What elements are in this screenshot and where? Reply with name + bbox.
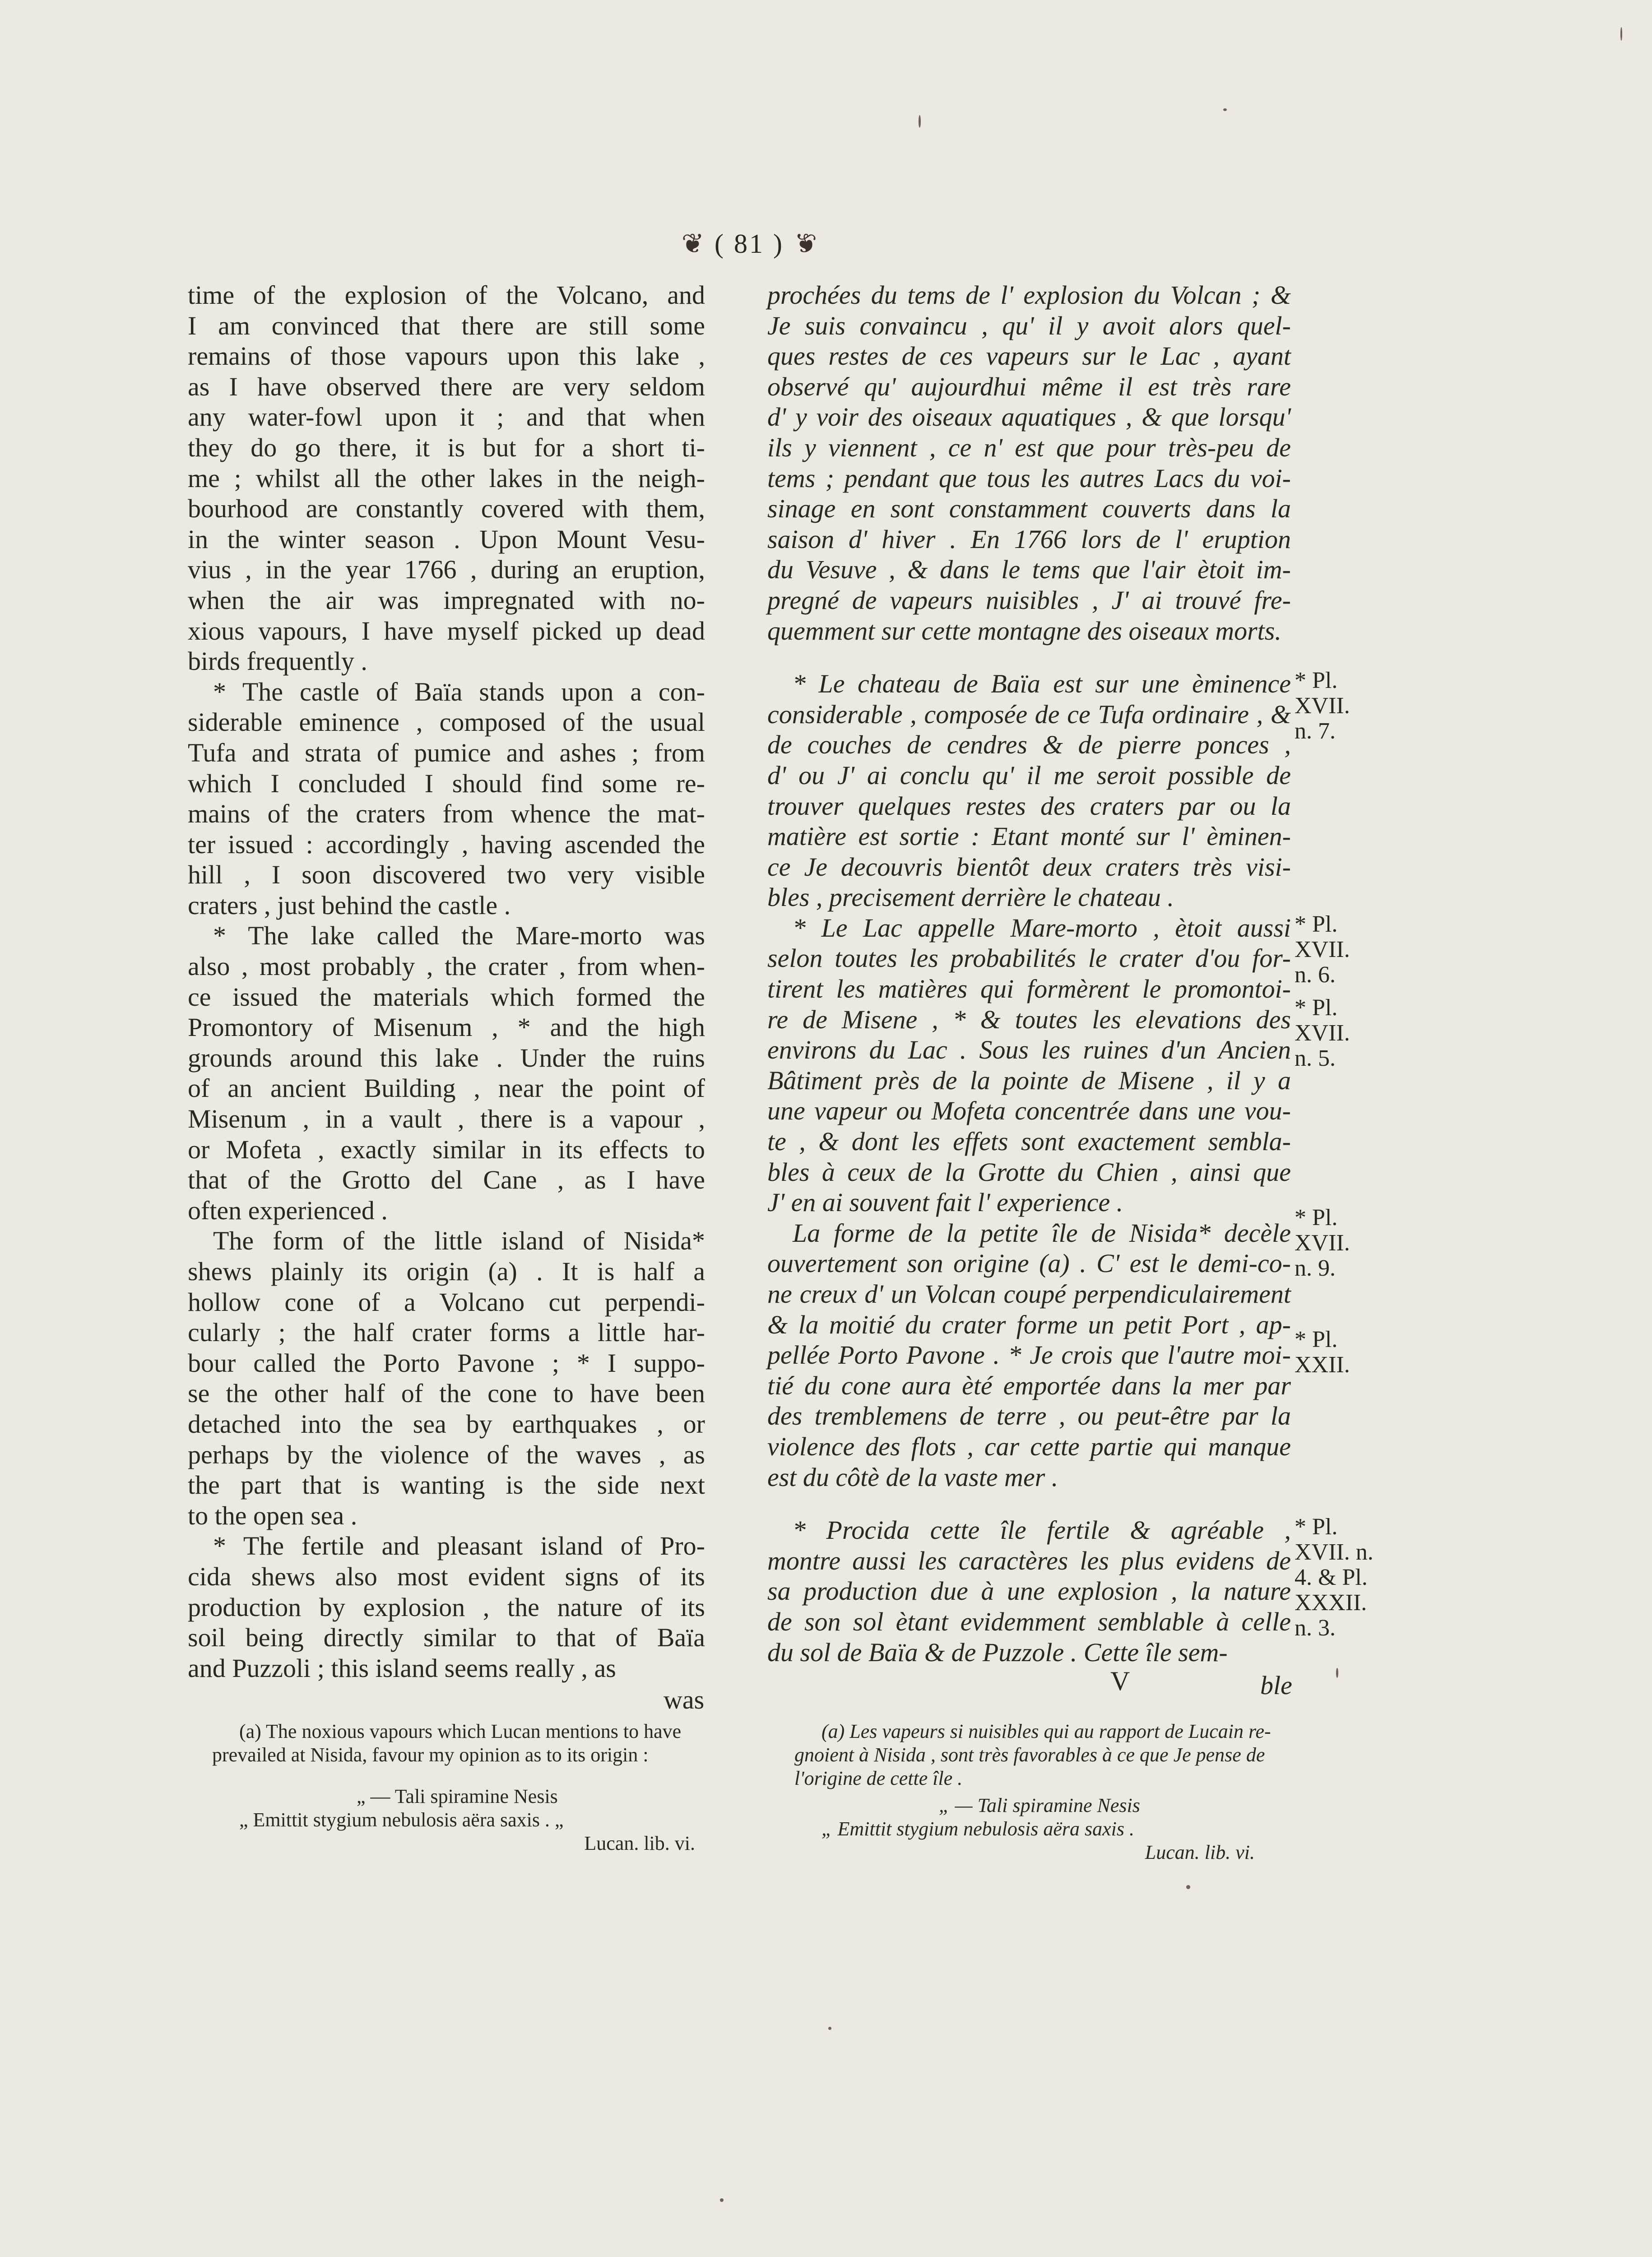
plate-reference-line: n. 7. — [1295, 718, 1336, 744]
text-line: * Le chateau de Baïa est sur une èminence — [793, 669, 1291, 699]
text-line: hollow cone of a Volcano cut perpendi- — [188, 1287, 705, 1317]
text-line: J' en ai souvent fait l' experience . — [767, 1188, 1123, 1217]
plate-reference-line: n. 9. — [1295, 1255, 1336, 1281]
text-line: ils y viennent , ce n' est que pour très-peu de — [767, 432, 1291, 462]
text-line: tirent les matières qui formèrent le promontoi- — [767, 974, 1291, 1004]
text-line: environs du Lac . Sous les ruines d'un Ancien — [767, 1035, 1291, 1065]
text-line: of an ancient Building , near the point of — [188, 1073, 705, 1103]
footnote-line: „ Emittit stygium nebulosis aëra saxis . „ — [239, 1809, 564, 1831]
text-line: * The lake called the Mare-morto was — [213, 921, 705, 951]
plate-reference-line: * Pl. — [1295, 1514, 1338, 1540]
text-line: violence des flots , car cette partie qui manque — [767, 1431, 1291, 1461]
text-line: also , most probably , the crater , from when- — [188, 952, 705, 981]
text-line: pregné de vapeurs nuisibles , J' ai trouvé fre- — [767, 585, 1291, 615]
text-line: se the other half of the cone to have been — [188, 1379, 705, 1408]
text-line: cularly ; the half crater forms a little har- — [188, 1318, 705, 1347]
text-line: * Procida cette île fertile & agréable , — [793, 1515, 1291, 1545]
text-line: Misenum , in a vault , there is a vapour , — [188, 1104, 705, 1134]
paper-speck — [1223, 108, 1227, 111]
text-line: often experienced . — [188, 1195, 388, 1225]
paper-speck — [1186, 1885, 1190, 1889]
text-line: considerable , composée de ce Tufa ordinaire , & — [767, 699, 1291, 729]
text-line: ne creux d' un Volcan coupé perpendiculairement — [767, 1279, 1291, 1309]
text-line: matière est sortie : Etant monté sur l' èminen- — [767, 822, 1291, 851]
text-line: detached into the sea by earthquakes , or — [188, 1409, 705, 1439]
english-footnote — [212, 1720, 713, 1855]
plate-reference-line: * Pl. — [1295, 1327, 1338, 1352]
text-line: craters , just behind the castle . — [188, 890, 511, 920]
text-line: * The castle of Baïa stands upon a con- — [213, 677, 705, 706]
text-line: perhaps by the violence of the waves , as — [188, 1440, 705, 1469]
text-line: ter issued : accordingly , having ascended the — [188, 829, 705, 859]
text-line: in the winter season . Upon Mount Vesu- — [188, 524, 705, 554]
text-line: trouver quelques restes des craters par ou la — [767, 791, 1291, 821]
text-line: Promontory of Misenum , * and the high — [188, 1012, 705, 1042]
text-line: I am convinced that there are still some — [188, 311, 705, 340]
text-line: Bâtiment près de la pointe de Misene , il y a — [767, 1065, 1291, 1095]
text-line: bles , precisement derrière le chateau . — [767, 882, 1174, 912]
footnote-line: Lucan. lib. vi. — [1145, 1841, 1255, 1863]
text-line: vius , in the year 1766 , during an eruption, — [188, 555, 705, 585]
text-line: bourhood are constantly covered with them, — [188, 494, 705, 524]
text-line: * The fertile and pleasant island of Pro- — [213, 1531, 705, 1561]
text-line: time of the explosion of the Volcano, and — [188, 280, 705, 310]
french-column — [767, 280, 1291, 1667]
text-line: me ; whilst all the other lakes in the neigh- — [188, 463, 705, 493]
text-line: du Vesuve , & dans le tems que l'air ètoit im- — [767, 555, 1291, 585]
paper-speck — [828, 2027, 831, 2030]
text-line: * Le Lac appelle Mare-morto , ètoit aussi — [793, 913, 1291, 943]
plate-reference-line: XVII. — [1295, 693, 1350, 719]
paper-speck — [1336, 1668, 1338, 1678]
footnote-line: prevailed at Nisida, favour my opinion as to its origin : — [212, 1744, 649, 1766]
footnote-line: „ — Tali spiramine Nesis — [939, 1794, 1140, 1816]
text-line: bles à ceux de la Grotte du Chien , ainsi que — [767, 1157, 1291, 1187]
text-line: remains of those vapours upon this lake , — [188, 341, 705, 371]
french-catchword: ble — [1260, 1671, 1292, 1700]
text-line: mains of the craters from whence the mat- — [188, 799, 705, 829]
text-line: they do go there, it is but for a short ti- — [188, 432, 705, 462]
footnote-line: Lucan. lib. vi. — [584, 1832, 695, 1854]
plate-reference-line: XVII. — [1295, 937, 1350, 962]
text-line: saison d' hiver . En 1766 lors de l' eruption — [767, 524, 1291, 554]
text-line: d' y voir des oiseaux aquatiques , & que lorsqu' — [767, 402, 1291, 432]
text-line: shews plainly its origin (a) . It is half a — [188, 1257, 705, 1286]
text-line: cida shews also most evident signs of its — [188, 1561, 705, 1591]
text-line: ce issued the materials which formed the — [188, 982, 705, 1012]
paragraph-gap — [767, 646, 1291, 669]
plate-reference-line: XXXII. — [1295, 1590, 1367, 1616]
text-line: siderable eminence , composed of the usual — [188, 707, 705, 737]
english-catchword: was — [664, 1685, 705, 1714]
plate-reference-line: * Pl. — [1295, 668, 1338, 693]
footnote-line: „ — Tali spiramine Nesis — [357, 1785, 558, 1807]
footnote-line: (a) Les vapeurs si nuisibles qui au rapport de Lucain re- — [821, 1720, 1271, 1742]
text-line: observé qu' aujourdhui même il est très rare — [767, 372, 1291, 401]
text-line: which I concluded I should find some re- — [188, 768, 705, 798]
text-line: La forme de la petite île de Nisida* decèle — [793, 1218, 1291, 1248]
text-line: montre aussi les caractères les plus evidens de — [767, 1546, 1291, 1575]
text-line: prochées du tems de l' explosion du Volcan ; & — [767, 280, 1291, 310]
text-line: d' ou J' ai conclu qu' il me seroit possible de — [767, 760, 1291, 790]
text-line: when the air was impregnated with no- — [188, 585, 705, 615]
plate-reference-line: n. 5. — [1295, 1045, 1336, 1071]
text-line: or Mofeta , exactly similar in its effects to — [188, 1134, 705, 1164]
text-line: ce Je decouvris bientôt deux craters très visi- — [767, 852, 1291, 882]
text-line: du sol de Baïa & de Puzzole . Cette île sem- — [767, 1637, 1228, 1667]
plate-reference-note — [1295, 1327, 1394, 1378]
text-line: that of the Grotto del Cane , as I have — [188, 1165, 705, 1195]
text-line: quemment sur cette montagne des oiseaux morts. — [767, 616, 1281, 646]
text-line: bour called the Porto Pavone ; * I suppo- — [188, 1348, 705, 1378]
text-line: des tremblemens de terre , ou peut-être par la — [767, 1401, 1291, 1431]
french-footnote — [794, 1720, 1300, 1864]
text-line: hill , I soon discovered two very visible — [188, 860, 705, 890]
plate-reference-line: 4. & Pl. — [1295, 1565, 1368, 1590]
text-line: The form of the little island of Nisida* — [213, 1226, 705, 1256]
text-line: sa production due à une explosion , la nature — [767, 1576, 1291, 1606]
text-line: xious vapours, I have myself picked up dead — [188, 616, 705, 646]
right-ornament-icon: ❦ — [792, 229, 817, 259]
text-line: the part that is wanting is the side next — [188, 1470, 705, 1500]
plate-reference-note — [1295, 668, 1394, 744]
text-line: de couches de cendres & de pierre ponces , — [767, 730, 1291, 760]
text-line: une vapeur ou Mofeta concentrée dans une vou- — [767, 1096, 1291, 1126]
text-line: sinage en sont constamment couverts dans la — [767, 494, 1291, 524]
paragraph-gap — [767, 1492, 1291, 1515]
text-line: tems ; pendant que tous les autres Lacs du voi- — [767, 463, 1291, 493]
plate-reference-note — [1295, 912, 1394, 988]
text-line: to the open sea . — [188, 1500, 357, 1530]
text-line: ques restes de ces vapeurs sur le Lac , ayant — [767, 341, 1291, 371]
plate-reference-line: n. 3. — [1295, 1615, 1336, 1641]
text-line: production by explosion , the nature of its — [188, 1592, 705, 1622]
plate-reference-note — [1295, 1514, 1394, 1641]
plate-reference-line: XVII. — [1295, 1020, 1350, 1046]
footnote-line: l'origine de cette île . — [794, 1767, 963, 1789]
footnote-line: „ Emittit stygium nebulosis aëra saxis . — [821, 1818, 1134, 1840]
plate-reference-note — [1295, 1205, 1394, 1281]
text-line: selon toutes les probabilités le crater d'ou for- — [767, 943, 1291, 973]
text-line: as I have observed there are very seldom — [188, 372, 705, 401]
text-line: de son sol ètant evidemment semblable à celle — [767, 1607, 1291, 1636]
text-line: Tufa and strata of pumice and ashes ; from — [188, 738, 705, 767]
text-line: pellée Porto Pavone . * Je crois que l'autre moi- — [767, 1340, 1291, 1370]
footnote-line: (a) The noxious vapours which Lucan mentions to have — [239, 1720, 682, 1742]
plate-reference-line: * Pl. — [1295, 911, 1338, 937]
signature-mark: V — [1110, 1666, 1130, 1696]
plate-reference-line: XVII. — [1295, 1230, 1350, 1256]
plate-reference-line: XVII. n. — [1295, 1539, 1374, 1565]
text-line: birds frequently . — [188, 646, 367, 676]
left-ornament-icon: ❦ — [681, 229, 706, 259]
text-line: te , & dont les effets sont exactement sembla- — [767, 1127, 1291, 1156]
english-column — [188, 280, 705, 1683]
text-line: and Puzzoli ; this island seems really , as — [188, 1653, 616, 1683]
text-line: ouvertement son origine (a) . C' est le demi-co- — [767, 1249, 1291, 1278]
page-number: ( 81 ) — [715, 229, 784, 259]
plate-reference-line: n. 6. — [1295, 962, 1336, 988]
paper-speck — [1620, 27, 1622, 41]
text-line: est du côtè de la vaste mer . — [767, 1462, 1058, 1492]
text-line: any water-fowl upon it ; and that when — [188, 402, 705, 432]
page-header — [623, 228, 876, 260]
paper-speck — [919, 115, 921, 128]
text-line: soil being directly similar to that of Baïa — [188, 1623, 705, 1653]
text-line: Je suis convaincu , qu' il y avoit alors quel- — [767, 311, 1291, 340]
plate-reference-note — [1295, 995, 1394, 1071]
plate-reference-line: * Pl. — [1295, 995, 1338, 1021]
text-line: tié du cone aura èté emportée dans la mer par — [767, 1370, 1291, 1400]
plate-reference-line: * Pl. — [1295, 1205, 1338, 1231]
text-line: & la moitié du crater forme un petit Port , ap- — [767, 1310, 1291, 1339]
footnote-line: gnoient à Nisida , sont très favorables à ce que Je pense de — [794, 1744, 1265, 1766]
text-line: re de Misene , * & toutes les elevations des — [767, 1004, 1291, 1034]
paper-speck — [720, 2198, 724, 2202]
plate-reference-line: XXII. — [1295, 1352, 1350, 1378]
text-line: grounds around this lake . Under the ruins — [188, 1043, 705, 1073]
